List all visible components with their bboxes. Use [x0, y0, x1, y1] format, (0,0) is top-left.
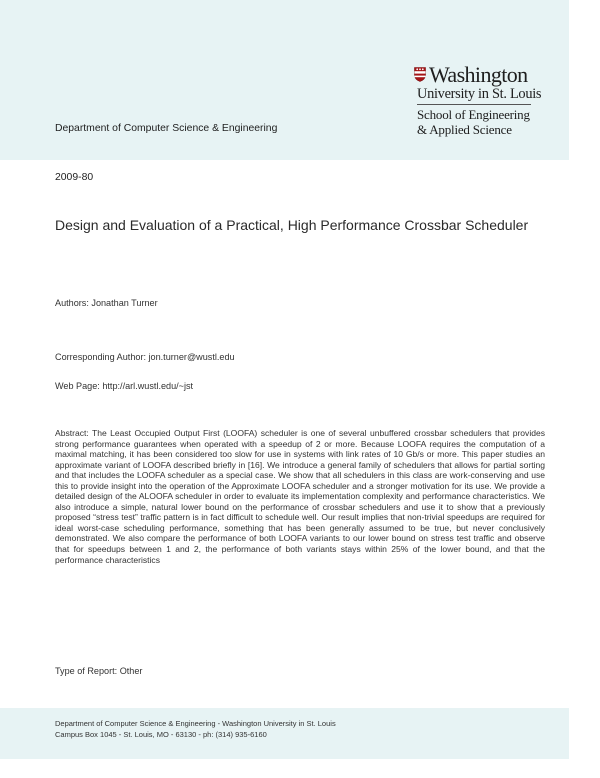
department-name: Department of Computer Science & Engineering — [55, 123, 278, 134]
report-number: 2009-80 — [55, 172, 94, 183]
logo-school-line: School of Engineering — [417, 107, 530, 122]
report-title: Design and Evaluation of a Practical, High Performance Crossbar Scheduler — [55, 217, 529, 233]
abstract-paragraph: Abstract: The Least Occupied Output First (LOOFA) scheduler is one of several unbuffered crossbar schedulers that provides strong performance guarantees when operated with a speedup of 2 or more. Because LOOFA requires the computation of a maximal matching, it has been considered too slow for use in systems with link rates of 10 Gb/s or more. This paper studies an approximate variant of LOOFA described briefly in [16]. We introduce a general family of schedulers that allows for partial sorting and that includes the LOOFA scheduler as a special case. We show that all schedulers in this class are work-conserving and use this to provide insight into the operation of the Approximate LOOFA scheduler and a stronger motivation for its use. We provide a detailed design of the ALOOFA scheduler in order to evaluate its implementation complexity and performance characteristics. We also introduce a simple, natural lower bound on the performance of crossbar schedulers and use it to show that a previously proposed “stress test” traffic pattern is in fact difficult to schedule well. Our result implies that non-trivial speedups are required for ideal worst-case scheduling performance, something that has been generally assumed to be true, but never conclusively demonstrated. We also compare the performance of both LOOFA variants to our lower bound on stress test traffic and observe that for speedups between 1 and 2, the performance of both variants stays within 25% of the lower bound, and that the performance characteristics — [55, 428, 545, 565]
report-type-line: Type of Report: Other — [55, 666, 143, 676]
university-logo — [414, 64, 554, 144]
logo-wordmark: Washington — [429, 62, 528, 87]
crest-icon — [414, 67, 426, 82]
logo-discipline-line: & Applied Science — [417, 122, 512, 137]
footer-address-line-1: Department of Computer Science & Engineering - Washington University in St. Louis — [55, 719, 336, 728]
logo-university-line: University in St. Louis — [417, 86, 542, 102]
corresponding-author-line: Corresponding Author: jon.turner@wustl.edu — [55, 352, 235, 362]
logo-divider — [417, 104, 531, 105]
authors-line: Authors: Jonathan Turner — [55, 298, 158, 308]
web-page-line: Web Page: http://arl.wustl.edu/~jst — [55, 381, 194, 391]
footer-address-line-2: Campus Box 1045 - St. Louis, MO - 63130 - ph: (314) 935-6160 — [55, 730, 267, 739]
